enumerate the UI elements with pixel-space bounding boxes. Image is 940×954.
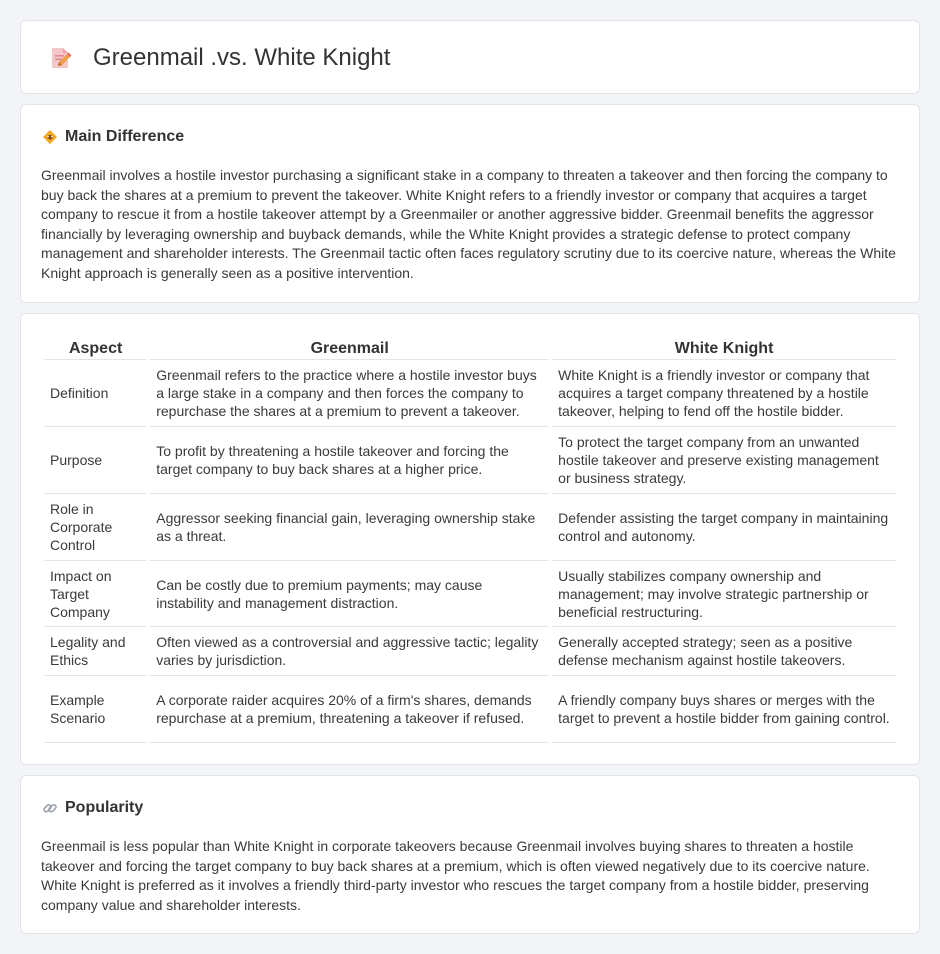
aspect-cell: Purpose <box>44 427 147 494</box>
aspect-cell: Example Scenario <box>44 676 147 743</box>
white-knight-cell: White Knight is a friendly investor or company that acquires a target company threatened by a hostile takeover, helping to fend off the hostile bidder. <box>552 360 896 427</box>
aspect-cell: Role in Corporate Control <box>44 494 147 561</box>
popularity-title: Popularity <box>65 799 144 816</box>
popularity-text: Greenmail is less popular than White Knight in corporate takeovers because Greenmail involves buying shares to threaten a hostile takeover and forcing the target company to buy back shares at a premium, which is often viewed negatively due to its coercive nature. White Knight is preferred as it involves a friendly third-party investor who rescues the target company from a hostile bidder, preserving company value and shareholder interests. <box>41 838 870 913</box>
greenmail-cell: Often viewed as a controversial and aggressive tactic; legality varies by jurisdiction. <box>150 627 549 676</box>
link-icon <box>41 799 59 817</box>
white-knight-cell: Defender assisting the target company in maintaining control and autonomy. <box>552 494 896 561</box>
white-knight-cell: A friendly company buys shares or merges with the target to prevent a hostile bidder from gaining control. <box>552 676 896 743</box>
handshake-icon <box>41 128 59 146</box>
table-row <box>44 627 896 676</box>
header-aspect: Aspect <box>44 334 147 360</box>
white-knight-cell: Generally accepted strategy; seen as a positive defense mechanism against hostile takeovers. <box>552 627 896 676</box>
white-knight-cell: Usually stabilizes company ownership and management; may involve strategic partnership or beneficial restructuring. <box>552 561 896 627</box>
aspect-cell: Legality and Ethics <box>44 627 147 676</box>
header-greenmail: Greenmail <box>150 334 549 360</box>
aspect-cell: Definition <box>44 360 147 427</box>
comparison-table <box>41 334 899 743</box>
comparison-table-card <box>20 313 920 765</box>
main-difference-title: Main Difference <box>65 128 185 145</box>
table-row <box>44 676 896 743</box>
table-row <box>44 360 896 427</box>
popularity-heading <box>41 799 143 817</box>
table-row <box>44 561 896 627</box>
table-row <box>44 427 896 494</box>
header-white-knight: White Knight <box>552 334 896 360</box>
greenmail-cell: Greenmail refers to the practice where a hostile investor buys a large stake in a company and then forces the company to repurchase the shares at a premium to prevent a takeover. <box>150 360 549 427</box>
page-title: Greenmail .vs. White Knight <box>93 44 391 71</box>
popularity-card <box>20 775 920 934</box>
white-knight-cell: To protect the target company from an unwanted hostile takeover and preserve existing management or business strategy. <box>552 427 896 494</box>
table-header-row <box>44 334 896 360</box>
greenmail-cell: Can be costly due to premium payments; may cause instability and management distraction. <box>150 561 549 627</box>
document-pencil-icon <box>47 45 73 71</box>
greenmail-cell: To profit by threatening a hostile takeover and forcing the target company to buy back shares at a higher price. <box>150 427 549 494</box>
main-difference-heading <box>41 128 184 146</box>
greenmail-cell: A corporate raider acquires 20% of a firm's shares, demands repurchase at a premium, threatening a takeover if refused. <box>150 676 549 743</box>
greenmail-cell: Aggressor seeking financial gain, leveraging ownership stake as a threat. <box>150 494 549 561</box>
table-row <box>44 494 896 561</box>
main-difference-text: Greenmail involves a hostile investor purchasing a significant stake in a company to threaten a takeover and then forcing the company to buy back the shares at a premium to prevent the takeover. White Knight refers to a friendly investor or company that acquires a target company to rescue it from a hostile takeover attempt by a Greenmailer or another aggressive bidder. Greenmail benefits the aggressor financially by leveraging ownership and buyback demands, while the White Knight provides a strategic defense to protect company management and shareholder interests. The Greenmail tactic often faces regulatory scrutiny due to its coercive nature, whereas the White Knight approach is generally seen as a positive intervention. <box>41 167 896 281</box>
main-difference-card <box>20 104 920 303</box>
aspect-cell: Impact on Target Company <box>44 561 147 627</box>
header-card <box>20 20 920 94</box>
